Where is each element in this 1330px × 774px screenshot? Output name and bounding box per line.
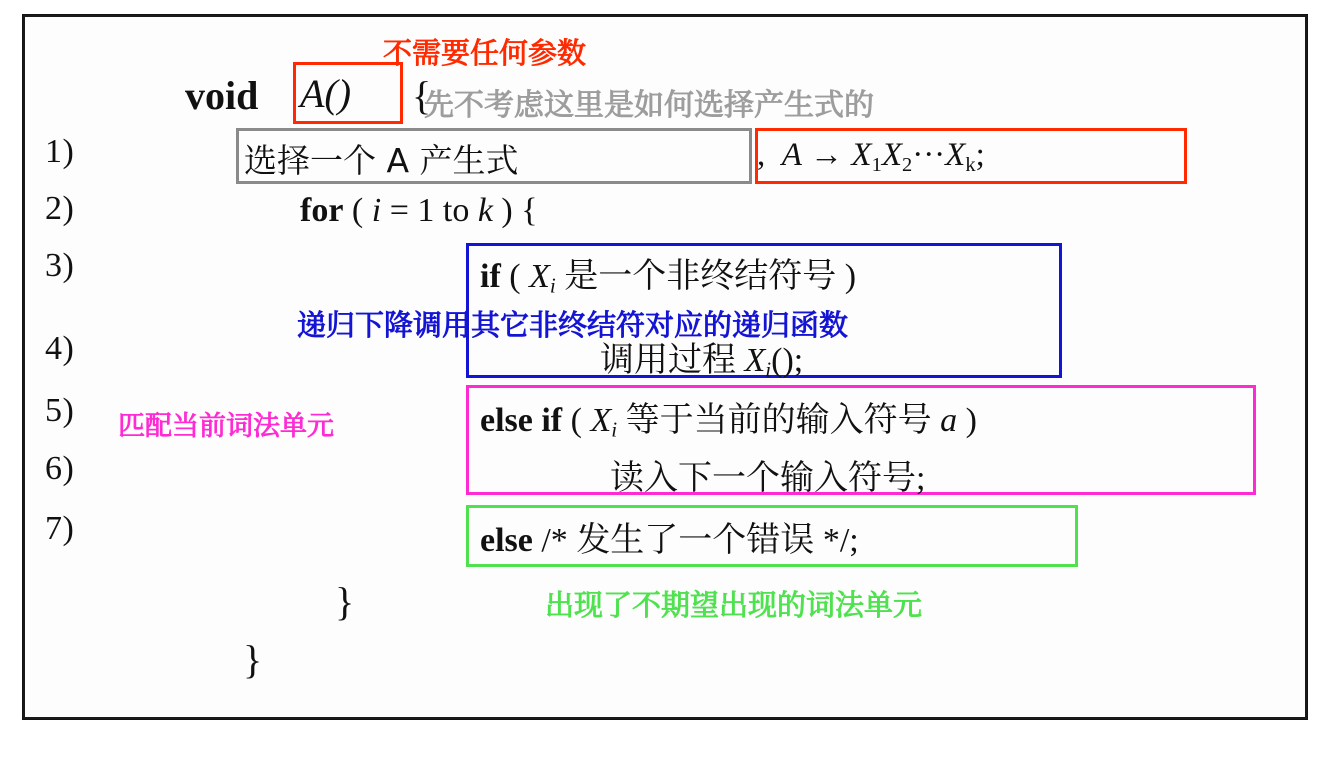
annotation-label-recursive-descent: 递归下降调用其它非终结符对应的递归函数 <box>297 308 849 342</box>
line-number: 7) <box>45 510 75 547</box>
code-line-6: 读入下一个输入符号; <box>610 458 926 498</box>
code-line-1-cjk: 选择一个 A 产生式 <box>244 141 519 180</box>
annotation-box-production <box>236 128 752 184</box>
code-close-brace-outer: } <box>243 637 263 682</box>
annotation-label-no-params: 不需要任何参数 <box>383 36 587 70</box>
code-signature: A() <box>300 71 352 116</box>
line-number: 4) <box>45 330 75 367</box>
code-close-brace-inner: } <box>335 579 355 624</box>
code-line-3: if ( Xi 是一个非终结符号 ) <box>480 256 857 298</box>
code-line-7: else /* 发生了一个错误 */; <box>480 520 859 560</box>
line-number: 2) <box>45 190 75 227</box>
line-number: 3) <box>45 247 75 284</box>
line-number: 6) <box>45 450 75 487</box>
annotation-label-production-choice: 先不考虑这里是如何选择产生式的 <box>424 88 874 123</box>
line-number: 5) <box>45 392 75 429</box>
code-open-brace: { <box>412 73 432 118</box>
line-number: 1) <box>45 133 75 170</box>
code-keyword-void: void <box>185 73 259 118</box>
code-line-2: for ( i = 1 to k ) { <box>300 192 538 229</box>
annotation-label-match-token: 匹配当前词法单元 <box>118 411 334 442</box>
annotation-label-unexpected-token: 出现了不期望出现的词法单元 <box>545 588 923 622</box>
code-line-5: else if ( Xi 等于当前的输入符号 a ) <box>480 400 977 442</box>
annotation-box-production-rhs <box>755 128 1187 184</box>
code-line-1-math: , $A \to X_1X_2\cdot\cdot\cdot X_k$; <box>757 137 985 177</box>
code-line-4: 调用过程 Xi(); <box>600 340 804 382</box>
